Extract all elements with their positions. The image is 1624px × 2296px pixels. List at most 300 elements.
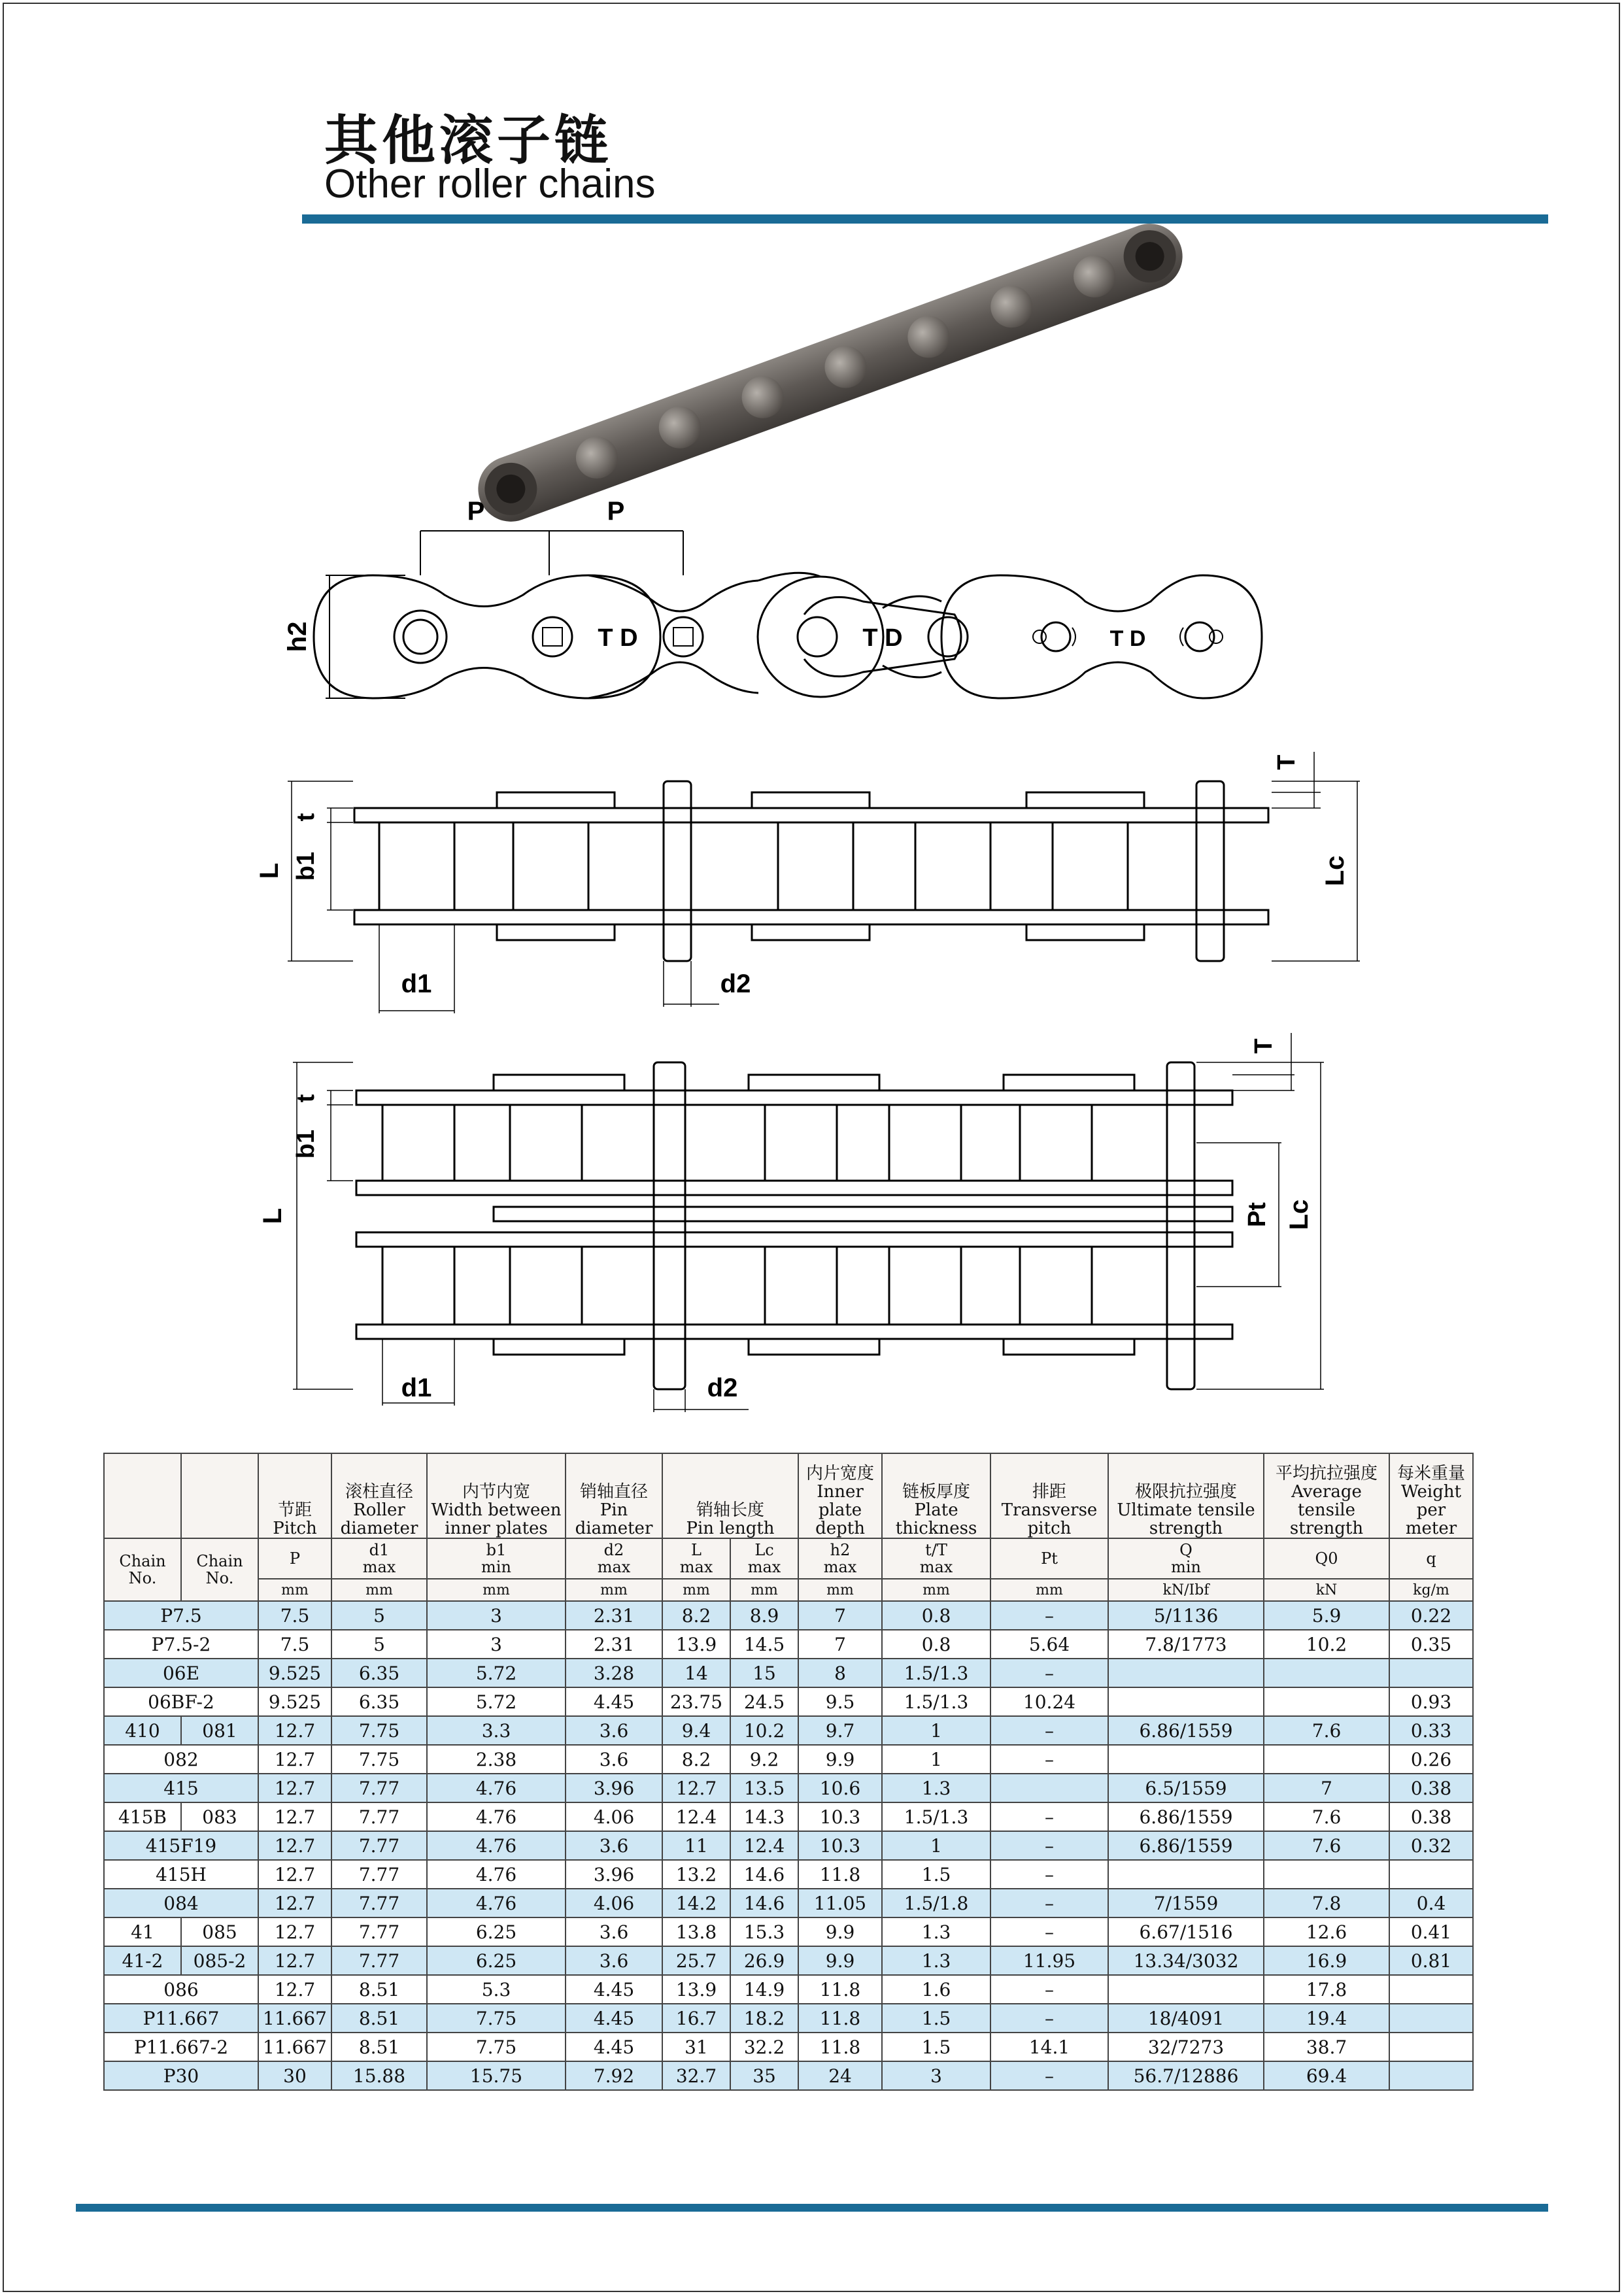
cell-h2: 11.8 <box>798 2004 882 2033</box>
table-row <box>104 1659 1473 1687</box>
cell-pt: – <box>990 1659 1108 1687</box>
cell-chain-no: 084 <box>104 1889 258 1917</box>
table-row <box>104 1601 1473 1630</box>
Lc-label: Lc <box>1321 855 1349 886</box>
unit-pin-d: mm <box>566 1579 662 1601</box>
duplex-top-view-diagram <box>258 1026 1386 1419</box>
cell-L: 23.75 <box>662 1687 730 1716</box>
cell-d2: 4.45 <box>566 1975 662 2004</box>
cell-chain-no: 41 <box>104 1917 181 1946</box>
cell-d1: 8.51 <box>331 2033 427 2061</box>
sym-pitch: P <box>258 1538 331 1579</box>
cell-q0: 69.4 <box>1264 2061 1389 2090</box>
cell-Lc: 14.3 <box>730 1802 798 1831</box>
cell-t: 1.5/1.8 <box>882 1889 990 1917</box>
cell-w: 0.93 <box>1389 1687 1473 1716</box>
t-label-duplex: t <box>292 1094 320 1103</box>
d2-label: d2 <box>720 970 751 998</box>
cell-p: 12.7 <box>258 1946 331 1975</box>
cell-pt: – <box>990 2004 1108 2033</box>
cell-w: 0.38 <box>1389 1774 1473 1802</box>
cell-Lc: 18.2 <box>730 2004 798 2033</box>
table-row <box>104 1745 1473 1774</box>
h2-label: h2 <box>283 621 312 652</box>
cell-p: 12.7 <box>258 1860 331 1889</box>
cell-d1: 7.77 <box>331 1946 427 1975</box>
cell-q0: 19.4 <box>1264 2004 1389 2033</box>
table-header-symbols <box>104 1538 1473 1579</box>
cell-d2: 4.45 <box>566 1687 662 1716</box>
T-label: T <box>1273 754 1300 770</box>
cell-chain-no: 06BF-2 <box>104 1687 258 1716</box>
cell-d1: 7.77 <box>331 1802 427 1831</box>
cell-p: 12.7 <box>258 1802 331 1831</box>
table-row <box>104 2033 1473 2061</box>
cell-b1: 4.76 <box>427 1831 566 1860</box>
table-row <box>104 1975 1473 2004</box>
sym-h2: h2 max <box>798 1538 882 1579</box>
cell-pt: 11.95 <box>990 1946 1108 1975</box>
cell-q: 32/7273 <box>1108 2033 1264 2061</box>
cell-h2: 9.9 <box>798 1946 882 1975</box>
spec-table-body <box>104 1601 1473 2090</box>
cell-q: 6.86/1559 <box>1108 1831 1264 1860</box>
cell-d1: 7.77 <box>331 1774 427 1802</box>
cell-pt: – <box>990 1601 1108 1630</box>
unit-L: mm <box>662 1579 730 1601</box>
cell-chain-no: P11.667-2 <box>104 2033 258 2061</box>
td-mark-3: T D <box>1109 626 1146 651</box>
cell-h2: 7 <box>798 1630 882 1659</box>
cell-b1: 4.76 <box>427 1889 566 1917</box>
pitch-label-1: P <box>467 497 485 526</box>
b1-label-duplex: b1 <box>292 1129 320 1159</box>
sym-pin-d: d2 max <box>566 1538 662 1579</box>
page-title-chinese: 其他滚子链 <box>324 110 613 172</box>
cell-d2: 2.31 <box>566 1601 662 1630</box>
cell-h2: 9.9 <box>798 1745 882 1774</box>
cell-d1: 7.75 <box>331 1745 427 1774</box>
header-blank-1 <box>104 1453 181 1538</box>
cell-chain-no: 085 <box>181 1917 258 1946</box>
cell-d2: 4.06 <box>566 1889 662 1917</box>
cell-t: 1 <box>882 1831 990 1860</box>
cell-L: 13.9 <box>662 1630 730 1659</box>
cell-q: 6.86/1559 <box>1108 1716 1264 1745</box>
cell-p: 12.7 <box>258 1716 331 1745</box>
cell-L: 14 <box>662 1659 730 1687</box>
cell-d2: 3.6 <box>566 1716 662 1745</box>
table-row <box>104 1630 1473 1659</box>
cell-t: 1.5/1.3 <box>882 1687 990 1716</box>
table-row <box>104 1917 1473 1946</box>
cell-w: 0.41 <box>1389 1917 1473 1946</box>
cell-q0: 17.8 <box>1264 1975 1389 2004</box>
cell-b1: 7.75 <box>427 2004 566 2033</box>
cell-pt: – <box>990 1745 1108 1774</box>
table-row <box>104 1831 1473 1860</box>
cell-b1: 3 <box>427 1630 566 1659</box>
unit-Lc: mm <box>730 1579 798 1601</box>
cell-d1: 5 <box>331 1630 427 1659</box>
cell-w <box>1389 1860 1473 1889</box>
cell-h2: 7 <box>798 1601 882 1630</box>
d1-label: d1 <box>401 970 432 998</box>
cell-chain-no: 082 <box>104 1745 258 1774</box>
cell-q <box>1108 1659 1264 1687</box>
cell-t: 1.5 <box>882 2033 990 2061</box>
cell-p: 9.525 <box>258 1687 331 1716</box>
cell-Lc: 14.6 <box>730 1860 798 1889</box>
table-row <box>104 1802 1473 1831</box>
header-blank-2 <box>181 1453 258 1538</box>
cell-p: 11.667 <box>258 2033 331 2061</box>
cell-chain-no: P30 <box>104 2061 258 2090</box>
cell-pt: – <box>990 1889 1108 1917</box>
cell-t: 1.3 <box>882 1774 990 1802</box>
cell-p: 7.5 <box>258 1601 331 1630</box>
cell-b1: 4.76 <box>427 1774 566 1802</box>
cell-L: 13.2 <box>662 1860 730 1889</box>
cell-L: 16.7 <box>662 2004 730 2033</box>
Lc-label-duplex: Lc <box>1285 1199 1313 1230</box>
sym-q0: Q0 <box>1264 1538 1389 1579</box>
cell-d2: 3.6 <box>566 1946 662 1975</box>
cell-b1: 5.3 <box>427 1975 566 2004</box>
cell-Lc: 14.9 <box>730 1975 798 2004</box>
cell-Lc: 9.2 <box>730 1745 798 1774</box>
cell-b1: 4.76 <box>427 1802 566 1831</box>
table-row <box>104 2061 1473 2090</box>
cell-L: 11 <box>662 1831 730 1860</box>
cell-d1: 8.51 <box>331 2004 427 2033</box>
cell-Lc: 32.2 <box>730 2033 798 2061</box>
cell-d1: 5 <box>331 1601 427 1630</box>
cell-t: 1.3 <box>882 1917 990 1946</box>
sym-Lc: Lc max <box>730 1538 798 1579</box>
cell-d1: 7.75 <box>331 1716 427 1745</box>
cell-t: 1.3 <box>882 1946 990 1975</box>
cell-d1: 6.35 <box>331 1659 427 1687</box>
cell-h2: 11.8 <box>798 1860 882 1889</box>
cell-pt: – <box>990 1802 1108 1831</box>
cell-w <box>1389 1659 1473 1687</box>
table-row <box>104 1946 1473 1975</box>
cell-w: 0.38 <box>1389 1802 1473 1831</box>
cell-t: 0.8 <box>882 1630 990 1659</box>
page-title-english: Other roller chains <box>324 161 656 207</box>
cell-chain-no: P7.5-2 <box>104 1630 258 1659</box>
cell-w: 0.35 <box>1389 1630 1473 1659</box>
header-inner-width: 内节内宽 Width between inner plates <box>427 1453 566 1538</box>
header-plate-thickness: 链板厚度 Plate thickness <box>882 1453 990 1538</box>
cell-chain-no: P7.5 <box>104 1601 258 1630</box>
cell-p: 30 <box>258 2061 331 2090</box>
td-mark-1: T D <box>598 624 638 652</box>
unit-roller: mm <box>331 1579 427 1601</box>
sym-width: b1 min <box>427 1538 566 1579</box>
cell-b1: 15.75 <box>427 2061 566 2090</box>
cell-w <box>1389 1975 1473 2004</box>
chain-photo <box>445 262 1216 484</box>
cell-Lc: 35 <box>730 2061 798 2090</box>
cell-chain-no: 086 <box>104 1975 258 2004</box>
cell-b1: 6.25 <box>427 1946 566 1975</box>
cell-q <box>1108 1860 1264 1889</box>
cell-chain-no: 06E <box>104 1659 258 1687</box>
cell-L: 9.4 <box>662 1716 730 1745</box>
cell-d2: 3.96 <box>566 1860 662 1889</box>
cell-q0 <box>1264 1659 1389 1687</box>
header-average-strength: 平均抗拉强度 Average tensile strength <box>1264 1453 1389 1538</box>
sym-pt: Pt <box>990 1538 1108 1579</box>
cell-h2: 11.05 <box>798 1889 882 1917</box>
cell-p: 12.7 <box>258 1889 331 1917</box>
cell-d2: 4.45 <box>566 2033 662 2061</box>
cell-chain-no: 415H <box>104 1860 258 1889</box>
cell-pt: – <box>990 1831 1108 1860</box>
cell-chain-no: 083 <box>181 1802 258 1831</box>
cell-Lc: 14.5 <box>730 1630 798 1659</box>
cell-b1: 2.38 <box>427 1745 566 1774</box>
cell-chain-no: 410 <box>104 1716 181 1745</box>
cell-b1: 6.25 <box>427 1917 566 1946</box>
cell-Lc: 8.9 <box>730 1601 798 1630</box>
cell-d1: 7.77 <box>331 1889 427 1917</box>
cell-h2: 9.5 <box>798 1687 882 1716</box>
cell-q: 5/1136 <box>1108 1601 1264 1630</box>
cell-L: 12.7 <box>662 1774 730 1802</box>
cell-d1: 15.88 <box>331 2061 427 2090</box>
cell-d2: 3.6 <box>566 1917 662 1946</box>
cell-w: 0.81 <box>1389 1946 1473 1975</box>
cell-q: 7/1559 <box>1108 1889 1264 1917</box>
cell-t: 1.5/1.3 <box>882 1659 990 1687</box>
cell-w <box>1389 2033 1473 2061</box>
cell-w <box>1389 2004 1473 2033</box>
title-rule <box>302 214 1548 224</box>
header-ultimate-strength: 极限抗拉强度 Ultimate tensile strength <box>1108 1453 1264 1538</box>
cell-w <box>1389 2061 1473 2090</box>
unit-pt: mm <box>990 1579 1108 1601</box>
table-row <box>104 2004 1473 2033</box>
cell-w: 0.22 <box>1389 1601 1473 1630</box>
unit-q: kN/Ibf <box>1108 1579 1264 1601</box>
cell-d2: 4.45 <box>566 2004 662 2033</box>
cell-p: 12.7 <box>258 1831 331 1860</box>
cell-d1: 7.77 <box>331 1917 427 1946</box>
table-header-units <box>104 1579 1473 1601</box>
cell-q <box>1108 1745 1264 1774</box>
cell-h2: 9.7 <box>798 1716 882 1745</box>
cell-pt: – <box>990 1975 1108 2004</box>
cell-d2: 3.28 <box>566 1659 662 1687</box>
cell-q: 7.8/1773 <box>1108 1630 1264 1659</box>
cell-chain-no: 415 <box>104 1774 258 1802</box>
t-label: t <box>292 813 320 822</box>
cell-d1: 7.77 <box>331 1831 427 1860</box>
cell-d2: 2.31 <box>566 1630 662 1659</box>
cell-h2: 10.3 <box>798 1802 882 1831</box>
Pt-label-duplex: Pt <box>1243 1202 1271 1227</box>
table-row <box>104 1716 1473 1745</box>
L-label: L <box>255 862 284 879</box>
unit-weight: kg/m <box>1389 1579 1473 1601</box>
unit-pitch: mm <box>258 1579 331 1601</box>
cell-t: 1.5 <box>882 2004 990 2033</box>
header-chain-no-1: Chain No. <box>104 1538 181 1601</box>
bottom-rule <box>76 2204 1548 2212</box>
cell-d1: 8.51 <box>331 1975 427 2004</box>
cell-p: 12.7 <box>258 1975 331 2004</box>
cell-w: 0.32 <box>1389 1831 1473 1860</box>
cell-d2: 4.06 <box>566 1802 662 1831</box>
cell-chain-no: 41-2 <box>104 1946 181 1975</box>
cell-b1: 7.75 <box>427 2033 566 2061</box>
cell-chain-no: 415B <box>104 1802 181 1831</box>
cell-L: 25.7 <box>662 1946 730 1975</box>
cell-p: 11.667 <box>258 2004 331 2033</box>
cell-q0: 7 <box>1264 1774 1389 1802</box>
cell-L: 13.9 <box>662 1975 730 2004</box>
cell-pt: 5.64 <box>990 1630 1108 1659</box>
cell-b1: 3 <box>427 1601 566 1630</box>
cell-Lc: 15 <box>730 1659 798 1687</box>
cell-d2: 7.92 <box>566 2061 662 2090</box>
cell-Lc: 10.2 <box>730 1716 798 1745</box>
cell-d2: 3.6 <box>566 1831 662 1860</box>
cell-pt: 14.1 <box>990 2033 1108 2061</box>
cell-q0: 12.6 <box>1264 1917 1389 1946</box>
cell-q0 <box>1264 1745 1389 1774</box>
sym-q: Q min <box>1108 1538 1264 1579</box>
cell-w: 0.4 <box>1389 1889 1473 1917</box>
L-label-duplex: L <box>258 1207 287 1224</box>
cell-pt: – <box>990 1917 1108 1946</box>
cell-h2: 9.9 <box>798 1917 882 1946</box>
cell-p: 9.525 <box>258 1659 331 1687</box>
cell-d1: 7.77 <box>331 1860 427 1889</box>
cell-q0: 16.9 <box>1264 1946 1389 1975</box>
cell-q0: 5.9 <box>1264 1601 1389 1630</box>
cell-Lc: 26.9 <box>730 1946 798 1975</box>
cell-q: 18/4091 <box>1108 2004 1264 2033</box>
td-mark-2: T D <box>862 624 903 652</box>
cell-pt <box>990 1774 1108 1802</box>
cell-t: 1 <box>882 1716 990 1745</box>
cell-pt: – <box>990 1860 1108 1889</box>
cell-t: 3 <box>882 2061 990 2090</box>
sym-roller: d1 max <box>331 1538 427 1579</box>
cell-L: 31 <box>662 2033 730 2061</box>
cell-Lc: 14.6 <box>730 1889 798 1917</box>
cell-t: 1 <box>882 1745 990 1774</box>
cell-d2: 3.96 <box>566 1774 662 1802</box>
cell-L: 32.7 <box>662 2061 730 2090</box>
cell-h2: 11.8 <box>798 1975 882 2004</box>
cell-t: 0.8 <box>882 1601 990 1630</box>
cell-t: 1.5/1.3 <box>882 1802 990 1831</box>
cell-chain-no: 415F19 <box>104 1831 258 1860</box>
cell-q: 13.34/3032 <box>1108 1946 1264 1975</box>
cell-w: 0.33 <box>1389 1716 1473 1745</box>
header-roller-diameter: 滚柱直径 Roller diameter <box>331 1453 427 1538</box>
table-row <box>104 1889 1473 1917</box>
cell-p: 12.7 <box>258 1745 331 1774</box>
header-weight: 每米重量 Weight per meter <box>1389 1453 1473 1538</box>
d2-label-duplex: d2 <box>707 1374 738 1402</box>
cell-Lc: 24.5 <box>730 1687 798 1716</box>
chain-side-view-diagram <box>283 490 1347 713</box>
cell-Lc: 12.4 <box>730 1831 798 1860</box>
table-row <box>104 1860 1473 1889</box>
cell-pt: 10.24 <box>990 1687 1108 1716</box>
cell-b1: 5.72 <box>427 1687 566 1716</box>
cell-pt: – <box>990 1716 1108 1745</box>
cell-b1: 3.3 <box>427 1716 566 1745</box>
cell-chain-no: 081 <box>181 1716 258 1745</box>
cell-p: 12.7 <box>258 1917 331 1946</box>
cell-h2: 10.6 <box>798 1774 882 1802</box>
d1-label-duplex: d1 <box>401 1374 432 1402</box>
cell-q0 <box>1264 1687 1389 1716</box>
header-chain-no-2: Chain No. <box>181 1538 258 1601</box>
sym-tT: t/T max <box>882 1538 990 1579</box>
cell-p: 7.5 <box>258 1630 331 1659</box>
unit-h2: mm <box>798 1579 882 1601</box>
sym-weight: q <box>1389 1538 1473 1579</box>
header-pin-length: 销轴长度 Pin length <box>662 1453 798 1538</box>
unit-q0: kN <box>1264 1579 1389 1601</box>
cell-q0 <box>1264 1860 1389 1889</box>
table-header-names <box>104 1453 1473 1538</box>
header-plate-depth: 内片宽度 Inner plate depth <box>798 1453 882 1538</box>
cell-d1: 6.35 <box>331 1687 427 1716</box>
cell-w: 0.26 <box>1389 1745 1473 1774</box>
cell-q: 6.67/1516 <box>1108 1917 1264 1946</box>
cell-L: 13.8 <box>662 1917 730 1946</box>
unit-tT: mm <box>882 1579 990 1601</box>
cell-q: 6.5/1559 <box>1108 1774 1264 1802</box>
cell-chain-no: P11.667 <box>104 2004 258 2033</box>
cell-chain-no: 085-2 <box>181 1946 258 1975</box>
simplex-top-view-diagram <box>255 726 1386 1026</box>
cell-q0: 7.6 <box>1264 1831 1389 1860</box>
cell-b1: 5.72 <box>427 1659 566 1687</box>
cell-q0: 7.6 <box>1264 1802 1389 1831</box>
cell-h2: 24 <box>798 2061 882 2090</box>
cell-L: 12.4 <box>662 1802 730 1831</box>
header-pitch: 节距 Pitch <box>258 1453 331 1538</box>
cell-h2: 8 <box>798 1659 882 1687</box>
cell-Lc: 15.3 <box>730 1917 798 1946</box>
cell-q <box>1108 1975 1264 2004</box>
pitch-label-2: P <box>607 497 625 526</box>
cell-d2: 3.6 <box>566 1745 662 1774</box>
cell-Lc: 13.5 <box>730 1774 798 1802</box>
table-row <box>104 1774 1473 1802</box>
cell-h2: 10.3 <box>798 1831 882 1860</box>
b1-label: b1 <box>292 851 320 881</box>
cell-q0: 7.6 <box>1264 1716 1389 1745</box>
cell-t: 1.5 <box>882 1860 990 1889</box>
cell-q: 56.7/12886 <box>1108 2061 1264 2090</box>
T-label-duplex: T <box>1250 1038 1277 1054</box>
cell-L: 8.2 <box>662 1745 730 1774</box>
table-row <box>104 1687 1473 1716</box>
header-transverse-pitch: 排距 Transverse pitch <box>990 1453 1108 1538</box>
cell-q0: 10.2 <box>1264 1630 1389 1659</box>
